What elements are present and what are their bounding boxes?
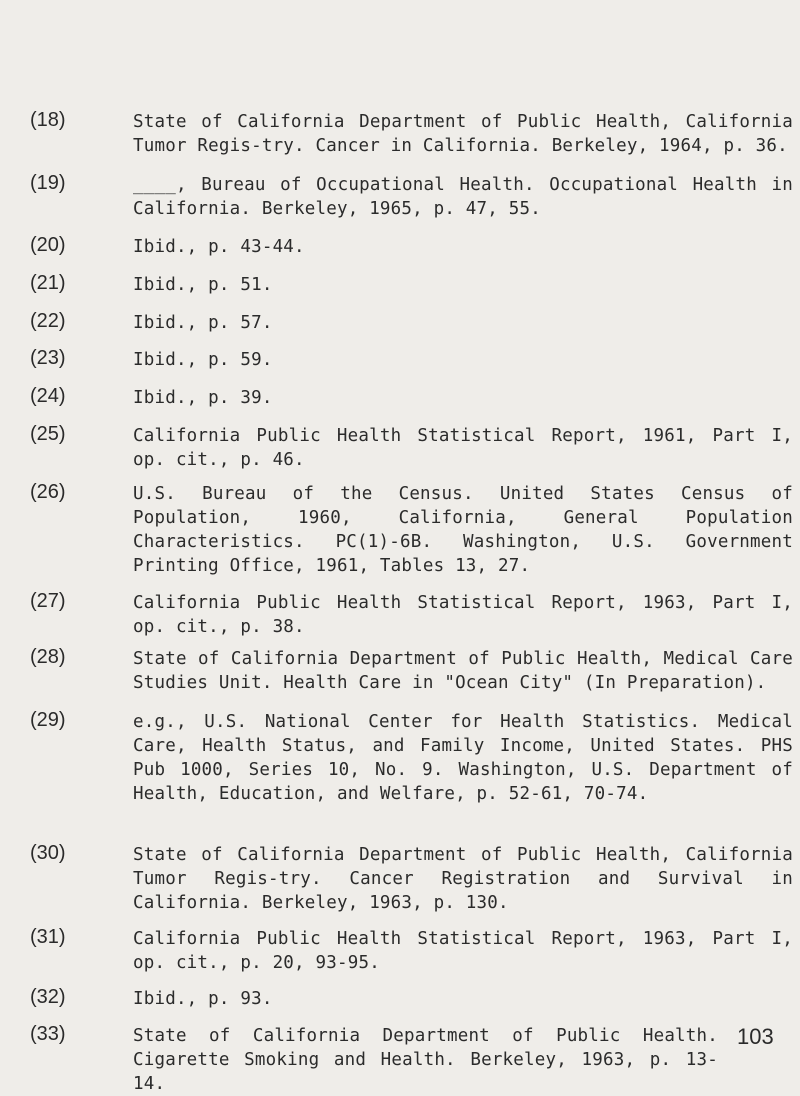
reference-number: (29) (30, 709, 66, 731)
reference-number: (33) (30, 1023, 66, 1045)
reference-text: Ibid., p. 59. (133, 350, 273, 370)
reference-number: (26) (30, 481, 66, 503)
reference-text: California Public Health Statistical Report, 1963, Part I, op. cit., p. 38. (133, 593, 793, 637)
reference-text: State of California Department of Public Health, California Tumor Regis-try. Cancer Registration and Survival in California. Berkeley, 1963, p. 130. (133, 845, 793, 913)
reference-number: (24) (30, 385, 66, 407)
reference-number: (27) (30, 590, 66, 612)
reference-number: (32) (30, 986, 66, 1008)
reference-text: Ibid., p. 43-44. (133, 237, 305, 257)
reference-number: (19) (30, 172, 66, 194)
reference-number: (20) (30, 234, 66, 256)
reference-text: ____, Bureau of Occupational Health. Occupational Health in California. Berkeley, 1965, p. 47, 55. (133, 175, 793, 219)
reference-text: U.S. Bureau of the Census. United States Census of Population, 1960, California, General Population Characteristics. PC(1)-6B. Washington, U.S. Government Printing Office, 1961, Tables 13, 27. (133, 484, 793, 576)
reference-text: e.g., U.S. National Center for Health Statistics. Medical Care, Health Status, and Family Income, United States. PHS Pub 1000, Series 10, No. 9. Washington, U.S. Department of Health, Education, and Welfare, p. 52-61, 70-74. (133, 712, 793, 804)
reference-number: (18) (30, 109, 66, 131)
reference-text: Ibid., p. 39. (133, 388, 273, 408)
reference-text: California Public Health Statistical Report, 1961, Part I, op. cit., p. 46. (133, 426, 793, 470)
reference-text: Ibid., p. 51. (133, 275, 273, 295)
reference-number: (31) (30, 926, 66, 948)
reference-text: State of California Department of Public Health, California Tumor Regis-try. Cancer in California. Berkeley, 1964, p. 36. (133, 112, 793, 156)
reference-number: (30) (30, 842, 66, 864)
reference-text: Ibid., p. 57. (133, 313, 273, 333)
reference-number: (23) (30, 347, 66, 369)
reference-text: California Public Health Statistical Report, 1963, Part I, op. cit., p. 20, 93-95. (133, 929, 793, 973)
reference-number: (22) (30, 310, 66, 332)
page-number: 103 (737, 1024, 774, 1049)
reference-text: State of California Department of Public Health. Cigarette Smoking and Health. Berkeley, 1963, p. 13-14. (133, 1026, 718, 1094)
reference-text: State of California Department of Public Health, Medical Care Studies Unit. Health Care in "Ocean City" (In Preparation). (133, 649, 793, 693)
reference-text: Ibid., p. 93. (133, 989, 273, 1009)
reference-number: (25) (30, 423, 66, 445)
reference-number: (21) (30, 272, 66, 294)
reference-number: (28) (30, 646, 66, 668)
